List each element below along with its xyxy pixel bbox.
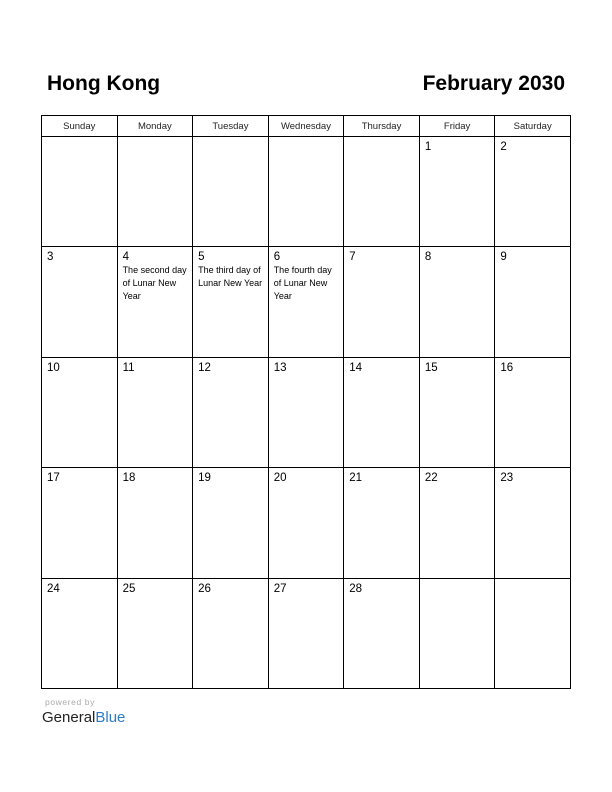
week-row: [42, 247, 571, 357]
day-number: [269, 137, 344, 141]
day-number: 10: [47, 361, 60, 374]
day-number: 12: [198, 361, 211, 374]
day-cell: [268, 247, 344, 357]
day-number: 24: [47, 582, 60, 595]
day-number: 20: [273, 472, 287, 485]
day-cell: [495, 247, 571, 357]
day-cell: [193, 578, 269, 688]
day-number: [118, 137, 193, 141]
day-number: 9: [500, 251, 507, 264]
day-number: 19: [198, 472, 211, 485]
day-cell: [495, 357, 571, 467]
day-number: 3: [47, 251, 54, 264]
day-number: 4: [122, 251, 129, 264]
holiday-label: The second day of Lunar New Year: [122, 265, 187, 302]
day-number: 8: [424, 251, 432, 264]
day-cell: [193, 357, 269, 467]
logo-blue-text: Blue: [95, 709, 126, 726]
week-row: [42, 578, 571, 688]
day-cell: [419, 137, 495, 247]
calendar-body: [42, 137, 571, 689]
day-cell: [419, 357, 495, 467]
region-title: Hong Kong: [47, 72, 161, 95]
weekday-header-row: [42, 116, 571, 137]
day-cell: [268, 578, 344, 688]
day-number: 7: [349, 251, 356, 264]
day-cell: [117, 357, 193, 467]
day-cell: [42, 468, 118, 578]
day-cell: [117, 468, 193, 578]
day-cell: [117, 137, 193, 247]
logo-general-text: General: [42, 709, 96, 726]
weekday-monday: Monday: [117, 116, 193, 137]
day-cell: [268, 468, 344, 578]
day-number: [495, 579, 570, 583]
day-number: 14: [349, 361, 363, 374]
day-cell: [344, 137, 420, 247]
day-cell: [344, 357, 420, 467]
day-cell: [268, 357, 344, 467]
day-cell: [419, 247, 495, 357]
day-number: 25: [122, 582, 136, 595]
day-number: 17: [47, 472, 60, 485]
day-cell: [344, 247, 420, 357]
calendar-grid: [41, 115, 571, 689]
day-cell: [193, 137, 269, 247]
weekday-wednesday: Wednesday: [268, 116, 344, 137]
powered-by-label: powered by: [45, 697, 95, 707]
weekday-thursday: Thursday: [344, 116, 420, 137]
holiday-label: The third day of Lunar New Year: [198, 265, 263, 289]
day-cell: [419, 578, 495, 688]
day-cell: [495, 578, 571, 688]
day-number: 21: [349, 472, 363, 485]
day-number: 6: [273, 251, 281, 264]
day-number: 22: [424, 472, 438, 485]
weekday-friday: Friday: [419, 116, 495, 137]
day-cell: [193, 468, 269, 578]
week-row: [42, 468, 571, 578]
day-cell: [193, 247, 269, 357]
day-cell: [495, 468, 571, 578]
day-number: 13: [273, 361, 287, 374]
weekday-saturday: Saturday: [495, 116, 571, 137]
day-cell: [117, 578, 193, 688]
day-cell: [495, 137, 571, 247]
weekday-tuesday: Tuesday: [193, 116, 269, 137]
day-number: 27: [273, 582, 287, 595]
day-number: 28: [349, 582, 363, 595]
day-number: 23: [500, 472, 514, 485]
day-cell: [344, 578, 420, 688]
day-cell: [117, 247, 193, 357]
day-number: 15: [424, 361, 438, 374]
holiday-label: The fourth day of Lunar New Year: [273, 265, 332, 302]
day-number: 26: [198, 582, 211, 595]
weekday-sunday: Sunday: [42, 116, 118, 137]
week-row: [42, 137, 571, 247]
day-number: [344, 137, 419, 141]
day-number: [420, 579, 495, 583]
generalblue-logo: [42, 708, 125, 728]
day-cell: [344, 468, 420, 578]
day-number: 2: [500, 141, 507, 153]
week-row: [42, 357, 571, 467]
day-cell: [42, 247, 118, 357]
day-cell: [42, 357, 118, 467]
day-cell: [42, 137, 118, 247]
day-number: 11: [122, 361, 135, 374]
day-number: [42, 137, 117, 141]
month-year-title: February 2030: [422, 72, 565, 95]
day-cell: [42, 578, 118, 688]
day-number: [193, 137, 268, 141]
day-number: 18: [122, 472, 136, 485]
day-cell: [419, 468, 495, 578]
day-number: 16: [500, 361, 514, 374]
day-number: 5: [198, 251, 205, 264]
day-cell: [268, 137, 344, 247]
day-number: 1: [424, 141, 432, 153]
